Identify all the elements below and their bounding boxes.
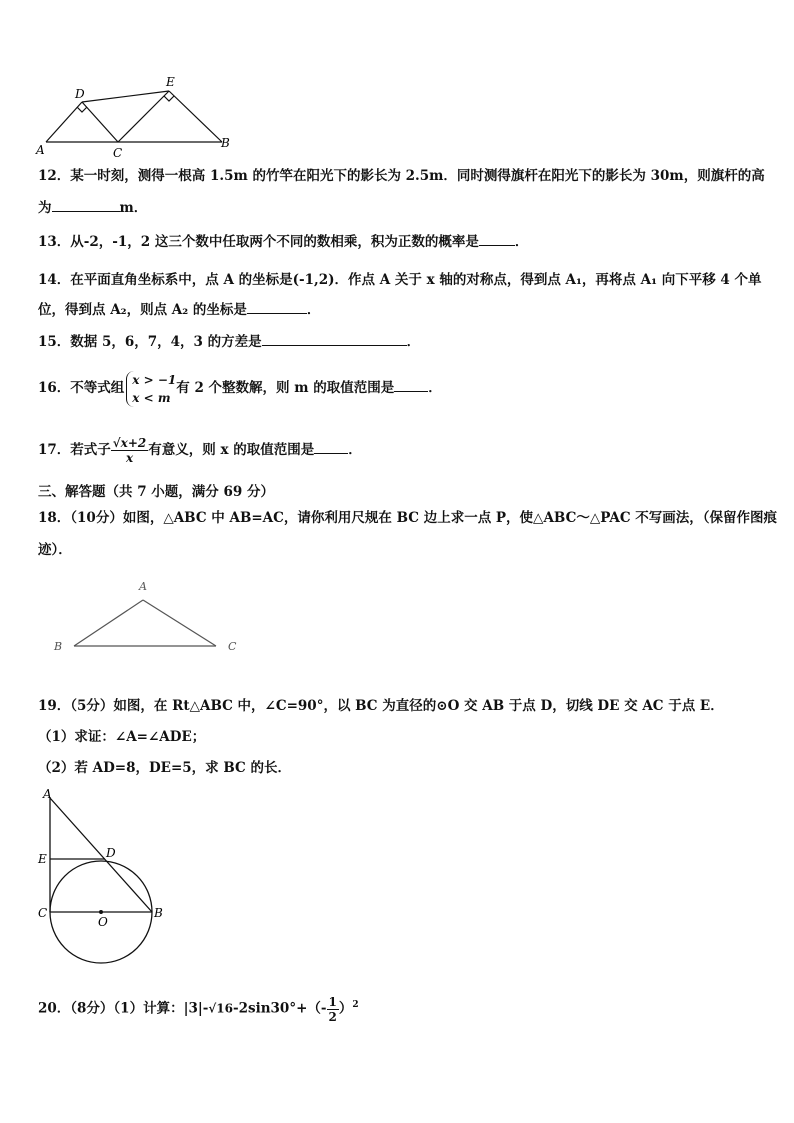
section-title: 三、解答题（共 7 小题，满分 69 分） <box>38 484 274 500</box>
question-15 <box>38 332 420 352</box>
question-19-part1: （1）求证：∠A=∠ADE； <box>38 729 206 745</box>
q13-text: 13．从-2，-1，2 这三个数中任取两个不同的数相乘，积为正数的概率是 <box>38 234 479 250</box>
q16-pre: 16．不等式组 <box>38 380 125 396</box>
q15-text: 15．数据 5，6，7，4，3 的方差是 <box>38 334 262 350</box>
q12-post: m． <box>119 200 148 216</box>
label-E: E <box>166 75 175 89</box>
question-14-line1: 14．在平面直角坐标系中，点 A 的坐标是(-1,2)．作点 A 关于 x 轴的对称点，得到点 A₁，再将点 A₁ 向下平移 4 个单 <box>38 272 762 288</box>
figure-q18 <box>48 576 248 656</box>
q15-end: ． <box>406 334 421 350</box>
label-A: A <box>43 787 52 801</box>
q20-mid: -2sin30°+（- <box>233 1000 327 1017</box>
q16-post: 有 2 个整数解，则 m 的取值范围是 <box>176 380 395 396</box>
answer-blank[interactable] <box>247 300 307 314</box>
q12-pre: 为 <box>38 200 52 216</box>
question-12-line1: 12．某一时刻，测得一根高 1.5m 的竹竿在阳光下的影长为 2.5m．同时测得旗杆在阳光下的影长为 30m，则旗杆的高 <box>38 168 765 184</box>
label-B: B <box>221 136 230 150</box>
question-19-part2: （2）若 AD=8，DE=5，求 BC 的长． <box>38 760 291 776</box>
label-A: A <box>139 580 147 593</box>
question-13 <box>38 232 528 252</box>
q20-pre: 20．（8分）（1）计算：|3|- <box>38 1000 209 1017</box>
answer-blank[interactable] <box>479 232 515 246</box>
label-A: A <box>36 143 45 157</box>
q20-post: ） <box>338 1000 353 1017</box>
fraction-numerator: 1 <box>328 994 337 1009</box>
label-O: O <box>98 915 108 929</box>
q17-pre: 17．若式子 <box>38 442 111 458</box>
q17-end: ． <box>348 442 362 458</box>
label-B: B <box>154 906 163 920</box>
question-16 <box>38 368 442 408</box>
inequality-2: x < m <box>132 390 171 405</box>
exponent: 2 <box>352 1000 359 1010</box>
fraction-numerator: √x+2 <box>112 436 147 450</box>
question-14-line2 <box>38 300 320 320</box>
fraction-denominator: 2 <box>328 1009 337 1024</box>
sqrt-16: √16 <box>208 1001 233 1016</box>
fraction <box>111 436 148 465</box>
label-E: E <box>38 852 47 866</box>
q17-post: 有意义，则 x 的取值范围是 <box>148 442 315 458</box>
question-18-line1: 18．（10分）如图，△ABC 中 AB=AC，请你利用尺规在 BC 边上求一点 P，使△ABC～△PAC 不写画法，（保留作图痕 <box>38 510 778 526</box>
answer-blank[interactable] <box>314 440 348 454</box>
answer-blank[interactable] <box>262 332 407 346</box>
q14-line2: 位，得到点 A₂，则点 A₂ 的坐标是 <box>38 302 247 318</box>
fraction-half <box>327 995 339 1024</box>
label-D: D <box>106 846 116 860</box>
label-C: C <box>228 640 237 653</box>
label-C: C <box>38 906 48 920</box>
fraction-denominator: x <box>125 451 134 465</box>
inequality-system <box>126 371 176 407</box>
label-D: D <box>75 87 85 101</box>
q13-end: ． <box>514 234 529 250</box>
answer-blank[interactable] <box>394 378 428 392</box>
figure-q11 <box>30 72 240 160</box>
question-12-line2 <box>38 198 147 218</box>
figure-q19 <box>30 786 180 966</box>
inequality-1: x > −1 <box>132 372 177 387</box>
question-18-line2: 迹）． <box>38 542 72 558</box>
question-19-line1: 19．（5分）如图，在 Rt△ABC 中，∠C=90°，以 BC 为直径的⊙O 交 AB 于点 D，切线 DE 交 AC 于点 E． <box>38 698 724 714</box>
q16-end: ． <box>428 380 442 396</box>
label-B: B <box>54 640 63 653</box>
label-C: C <box>113 146 123 160</box>
answer-blank[interactable] <box>52 198 120 212</box>
question-20 <box>38 988 359 1026</box>
q14-end: ． <box>306 302 321 318</box>
question-17 <box>38 430 362 470</box>
